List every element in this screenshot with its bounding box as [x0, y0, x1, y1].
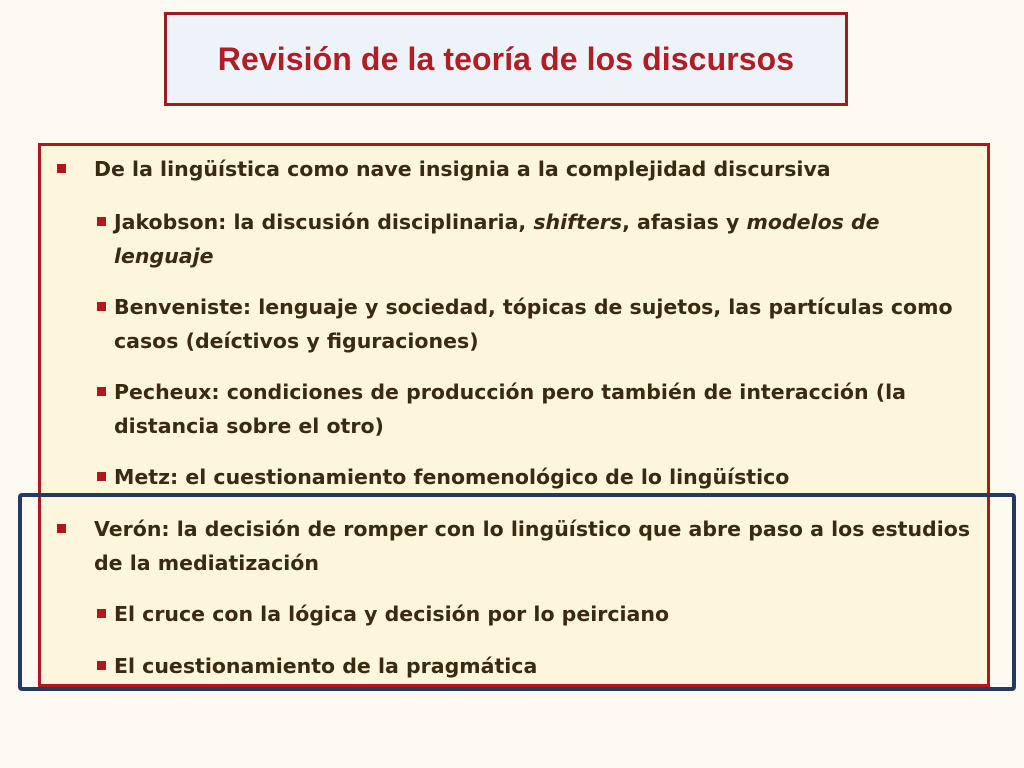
square-bullet-icon	[97, 609, 106, 618]
item-text-part: Metz: el cuestionamiento fenomenológico de lo lingüístico	[114, 465, 790, 489]
bullet-item-benveniste	[114, 290, 974, 358]
square-bullet-icon	[97, 217, 106, 226]
item-text	[114, 597, 974, 631]
bullet-item-linguistica	[94, 152, 974, 186]
square-bullet-icon	[57, 524, 66, 533]
item-text	[114, 649, 974, 683]
item-text-part: Jakobson: la discusión disciplinaria,	[114, 210, 534, 234]
item-text	[94, 512, 984, 580]
square-bullet-icon	[57, 164, 66, 173]
item-text-part: Verón: la decisión de romper con lo lingüístico que abre paso a los estudios de la mediatización	[94, 517, 971, 575]
item-text-part: Pecheux: condiciones de producción pero también de interacción (la distancia sobre el otro)	[114, 380, 906, 438]
item-text	[114, 290, 974, 358]
item-text-italic: shifters	[533, 210, 623, 234]
item-text	[94, 152, 974, 186]
square-bullet-icon	[97, 302, 106, 311]
item-text-part: Benveniste: lenguaje y sociedad, tópicas de sujetos, las partículas como casos (deíctivos y figuraciones)	[114, 295, 953, 353]
title-box	[164, 12, 848, 106]
bullet-item-metz	[114, 460, 974, 494]
item-text	[114, 205, 924, 273]
item-text	[114, 460, 974, 494]
bullet-item-jakobson	[114, 205, 924, 273]
square-bullet-icon	[97, 472, 106, 481]
item-text-part: El cruce con la lógica y decisión por lo peirciano	[114, 602, 670, 626]
item-text-part: , afasias y	[622, 210, 747, 234]
item-text	[114, 375, 944, 443]
square-bullet-icon	[97, 387, 106, 396]
item-text-part: El cuestionamiento de la pragmática	[114, 654, 538, 678]
bullet-item-pecheux	[114, 375, 944, 443]
content-box	[38, 143, 990, 687]
bullet-item-veron	[94, 512, 984, 580]
square-bullet-icon	[97, 661, 106, 670]
item-text-part: De la lingüística como nave insignia a la complejidad discursiva	[94, 157, 831, 181]
slide-title: Revisión de la teoría de los discursos	[217, 40, 795, 77]
item-text-italic: modelos de lenguaje	[114, 210, 880, 268]
bullet-item-cruce-logica	[114, 597, 974, 631]
bullet-item-pragmatica	[114, 649, 974, 683]
